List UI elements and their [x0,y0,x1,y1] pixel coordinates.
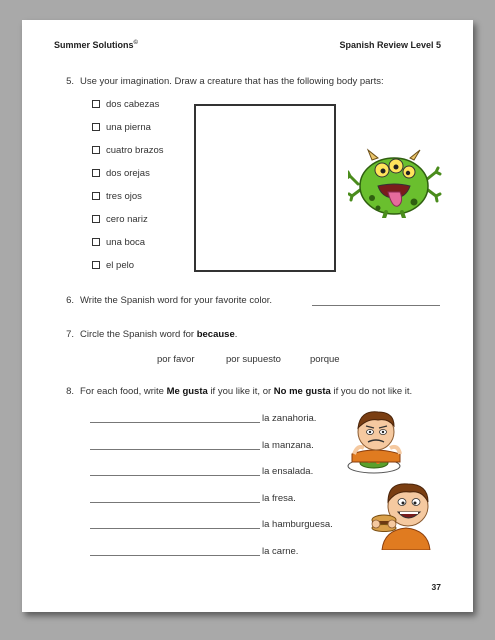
option-word[interactable]: por supuesto [226,354,281,365]
boy-eating-icon [364,474,442,550]
food-label: la hamburguesa. [262,519,333,530]
option-word[interactable]: por favor [157,354,195,365]
answer-line[interactable] [90,502,260,503]
checkbox[interactable] [92,100,100,108]
checklist-item[interactable]: cero nariz [92,212,148,226]
food-label: la carne. [262,546,299,557]
food-label: la fresa. [262,493,296,504]
food-label: la zanahoria. [262,413,317,424]
checkbox[interactable] [92,192,100,200]
answer-line[interactable] [90,449,260,450]
food-label: la ensalada. [262,466,314,477]
page-number: 37 [431,582,441,592]
answer-line[interactable] [90,475,260,476]
q7-prompt: Circle the Spanish word for because. [80,329,238,340]
checklist-item[interactable]: el pelo [92,258,134,272]
checklist-item[interactable]: tres ojos [92,189,142,203]
checkbox[interactable] [92,123,100,131]
monster-icon [348,146,442,218]
checkbox[interactable] [92,215,100,223]
worksheet-page [22,20,473,612]
answer-line[interactable] [312,305,440,306]
answer-line[interactable] [90,555,260,556]
q8-number: 8. [66,386,74,397]
q5-prompt: Use your imagination. Draw a creature that has the following body parts: [80,76,384,87]
checklist-item[interactable]: una boca [92,235,145,249]
food-label: la manzana. [262,440,314,451]
q5-number: 5. [66,76,74,87]
answer-line[interactable] [90,528,260,529]
checkbox[interactable] [92,146,100,154]
option-word[interactable]: porque [310,354,340,365]
checkbox[interactable] [92,169,100,177]
header-right: Spanish Review Level 5 [339,40,441,50]
checkbox[interactable] [92,261,100,269]
checklist-item[interactable]: dos orejas [92,166,150,180]
answer-line[interactable] [90,422,260,423]
checklist-item[interactable]: una pierna [92,120,151,134]
header-left: Summer Solutions© [54,40,138,50]
boy-disgusted-icon [344,404,418,476]
checklist-item[interactable]: dos cabezas [92,97,159,111]
q8-prompt: For each food, write Me gusta if you like it, or No me gusta if you do not like it. [80,386,413,397]
q7-number: 7. [66,329,74,340]
checkbox[interactable] [92,238,100,246]
checklist-item[interactable]: cuatro brazos [92,143,164,157]
drawing-area[interactable] [194,104,336,272]
q6-prompt: Write the Spanish word for your favorite color. [80,295,273,306]
q6-number: 6. [66,295,74,306]
